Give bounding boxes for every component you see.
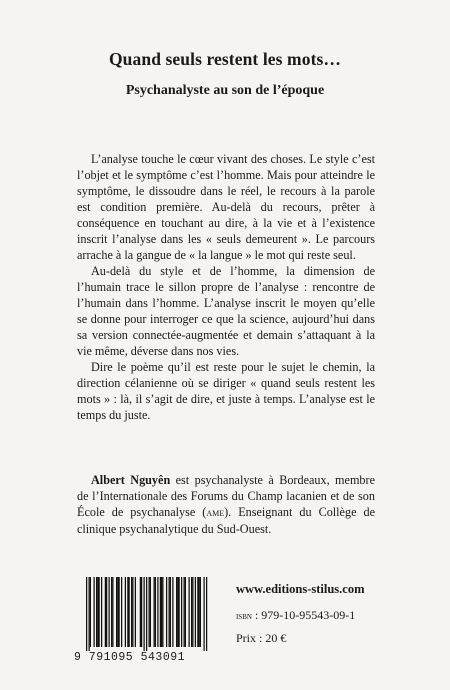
barcode-bar <box>200 577 201 647</box>
barcode-bar <box>89 577 90 651</box>
barcode-bar <box>157 577 158 647</box>
barcode-bar <box>177 577 178 647</box>
paragraph-1: L’analyse touche le cœur vivant des choses. Le style c’est l’objet et le symptôme c’est l’homme. Mais pour atteindre le symptôme, le dissoudre dans le réel, le recours à la parole est condition première. Au-delà du recours, prêter à conséquence en touchant au dire, à la vie et à l’existence inscrit l’analyse dans les « seuls demeurent ». Le parcours arrache à la gangue de « la langue » le mot qui reste seul. <box>77 152 375 262</box>
barcode-bar <box>161 577 162 647</box>
barcode-bar <box>132 577 133 647</box>
paragraph-3: Dire le poème qu’il est reste pour le sujet le chemin, la direction célanienne où se diriger « quand seuls restent les mots » : là, il s’agit de dire, et juste à temps. L’analyse est le temps du juste. <box>77 360 375 422</box>
author-name: Albert Nguyên <box>91 473 171 487</box>
barcode-bar <box>106 577 107 647</box>
barcode-bar <box>195 577 196 647</box>
barcode-bar <box>127 577 128 647</box>
barcode-bar <box>150 577 151 647</box>
barcode-bar <box>99 577 100 647</box>
barcode-bar <box>101 577 102 647</box>
barcode-bar <box>116 577 117 647</box>
barcode-bar <box>111 577 112 647</box>
barcode-bar <box>189 577 190 647</box>
barcode-bar <box>162 577 163 647</box>
barcode-bar <box>129 577 130 647</box>
book-title: Quand seuls restent les mots… <box>108 49 342 69</box>
barcode-bar <box>149 577 150 647</box>
publisher-website: www.editions-stilus.com <box>236 582 365 596</box>
barcode-bar <box>140 577 141 647</box>
barcode-bar <box>185 577 186 647</box>
bio-text-1: est psychanalyste à Bordeaux, membre de l’Internationale des Forums du Champ lacanien et de son École de psychanalyse ( <box>77 473 375 519</box>
barcode-bar <box>131 577 132 647</box>
isbn-barcode <box>74 575 214 677</box>
price: Prix : 20 € <box>236 631 287 645</box>
barcode-bar <box>141 577 142 647</box>
barcode-bar <box>119 577 120 647</box>
barcode-bar <box>206 577 207 651</box>
barcode-bar <box>176 577 177 647</box>
bio-text-2: ). Enseignant du Collège de clinique psychanalytique du Sud-Ouest. <box>77 505 375 536</box>
publisher-info <box>236 582 386 646</box>
barcode-bar <box>94 577 95 647</box>
barcode-digits: 9 791095 543091 <box>74 651 186 664</box>
isbn-line <box>236 608 386 623</box>
book-subtitle: Psychanalyste au son de l’époque <box>125 83 325 98</box>
barcode-bar <box>86 577 87 651</box>
barcode-bar <box>192 577 193 647</box>
barcode-bar <box>199 577 200 647</box>
author-bio-paragraph <box>77 472 375 537</box>
barcode-bar <box>97 577 98 647</box>
barcode-bar <box>166 577 167 647</box>
barcode-bar <box>146 577 147 651</box>
barcode-bar <box>90 577 91 647</box>
barcode-bar <box>172 577 173 647</box>
barcode-bar <box>169 577 170 647</box>
isbn-label: isbn <box>236 611 252 622</box>
barcode-bar <box>105 577 106 647</box>
paragraph-2: Au-delà du style et de l’homme, la dimension de l’humain trace le sillon propre de l’analyse : rencontre de l’humain dans l’homme. L’analyse inscrit le moyen qu’elle se donne pour interroger ce que la science, aujourd’hui dans sa version connectée-augmentée et demain s’attaquant à la vie même, déverse dans nos vies. <box>77 264 375 358</box>
barcode-bar <box>109 577 110 647</box>
barcode-bar <box>204 577 205 651</box>
bio-abbr: ame <box>206 507 225 519</box>
barcode-bar <box>160 577 161 647</box>
barcode-bar <box>121 577 122 647</box>
barcode-bar <box>181 577 182 647</box>
back-cover-text <box>77 151 375 423</box>
barcode-bar <box>191 577 192 647</box>
barcode-bar <box>135 577 136 647</box>
barcode-bar <box>125 577 126 647</box>
barcode-bar <box>179 577 180 647</box>
barcode-bar <box>170 577 171 647</box>
author-bio <box>77 472 375 537</box>
barcode-bar <box>144 577 145 651</box>
barcode-bar <box>155 577 156 647</box>
barcode-bar <box>112 577 113 647</box>
barcode-bars <box>74 575 214 651</box>
barcode-bar <box>184 577 185 647</box>
barcode-bar <box>117 577 118 647</box>
barcode-bar <box>154 577 155 647</box>
isbn-value: : 979-10-95543-09-1 <box>251 608 356 622</box>
barcode-bar <box>197 577 198 647</box>
barcode-bar <box>96 577 97 647</box>
